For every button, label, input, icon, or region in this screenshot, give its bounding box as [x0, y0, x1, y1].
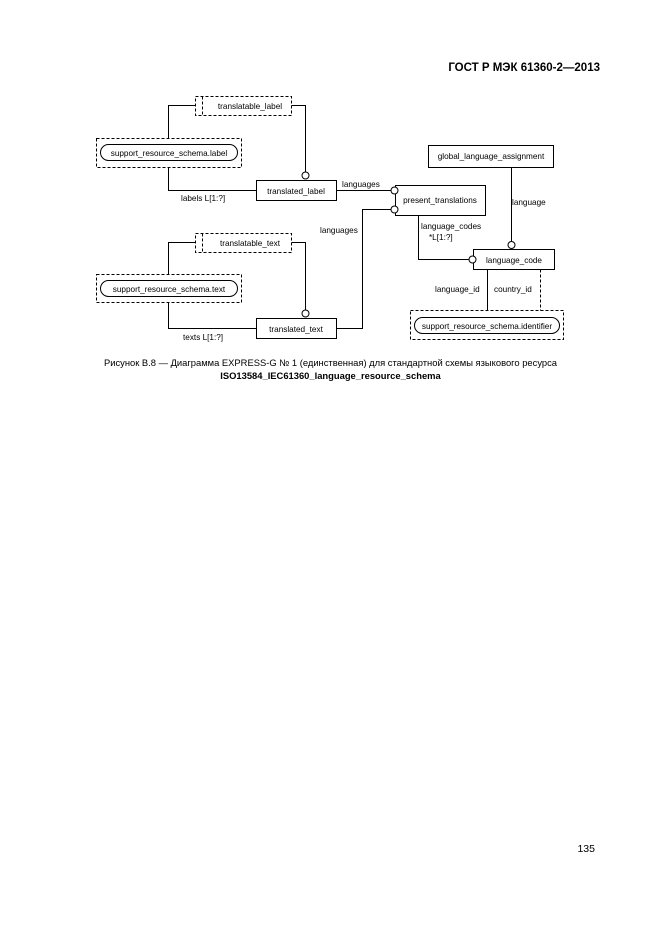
translatable-label-name: translatable_label — [217, 102, 283, 111]
translated-text-name: translated_text — [269, 325, 323, 334]
labels-relation-label: labels L[1:?] — [181, 194, 226, 203]
figure-caption: Рисунок В.8 — Диаграмма EXPRESS-G № 1 (единственная) для стандартной схемы языкового ресурса — [103, 357, 558, 368]
language-code-name: language_code — [485, 256, 543, 265]
present-translations-name: present_translations — [403, 196, 477, 205]
country-id-relation-label: country_id — [494, 285, 532, 294]
support-resource-schema-identifier-name: support_resource_schema.identifier — [421, 322, 553, 331]
support-resource-schema-label-name: support_resource_schema.label — [110, 149, 228, 158]
relation-end-circles — [302, 172, 515, 317]
languages-relation-label-top: languages — [342, 180, 380, 189]
languages-relation-label-bottom: languages — [320, 226, 358, 235]
language-codes-relation-label: language_codes — [421, 222, 482, 231]
support-resource-schema-text-name: support_resource_schema.text — [112, 285, 226, 294]
language-id-relation-label: language_id — [435, 285, 480, 294]
texts-relation-label: texts L[1:?] — [183, 333, 224, 342]
express-g-diagram — [0, 0, 661, 350]
language-relation-label: language — [512, 198, 546, 207]
translatable-text-name: translatable_text — [219, 239, 281, 248]
page-number: 135 — [577, 843, 595, 855]
global-language-assignment-name: global_language_assignment — [437, 152, 545, 161]
translated-label-name: translated_label — [267, 187, 325, 196]
standard-code-header: ГОСТ Р МЭК 61360-2—2013 — [448, 62, 600, 74]
language-codes-cardinality: *L[1:?] — [429, 233, 453, 242]
figure-schema-name: ISO13584_IEC61360_language_resource_schema — [220, 370, 441, 381]
